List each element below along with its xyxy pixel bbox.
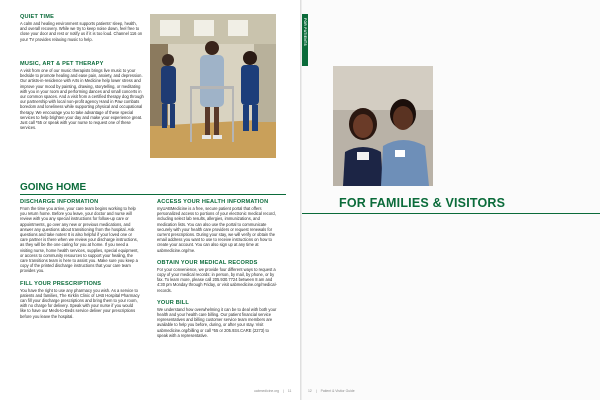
records-body: For your convenience, we provide four different ways to request a copy of your medical records: in person, by mail, by phone, or by fax. To learn more, please call 205.930.7724 between 8 am and 4:30 pm Monday through Friday, or visit uabmedicine.org/medical-records. [157,266,277,293]
music-body: A visit from one of our music therapists brings live music to your bedside to promote healing and ease pain, anxiety, and depression. Our artists-in-residence with Arts in Medicine help lower stress and improve your mood by painting, drawing, storytelling, or meditating with you in your room and performing dances and small concerts in our common spaces. And a visit from a certified therapy dog through our partnership with local non-profit agency Hand in Paw combats boredom and loneliness while supporting physical and occupational therapy. We encourage you to take advantage of these special services to help brighten your day and make your experience great. Just call *55 or speak with your nurse to request one of these services. [20,68,144,131]
right-footer-name: Patient & Visitor Guide [320,389,355,393]
quiet-time-heading: QUIET TIME [20,14,55,20]
going-home-rule [20,194,286,195]
music-section [20,61,144,130]
discharge-body: From the time you arrive, your care team begins working to help you return home. Before you leave, your doctor and nurse will review with you any special instructions for follow-up care or appointments, go over any new or previous medications, and answer any questions about transitioning from the hospital. Ask questions and take notes! It is also helpful if your loved one or care partner is there when we review your discharge instructions, as they will be the one caring for you at home. If you need a visiting nurse, home health services, supplies, special equipment, or access to community resources to support your healing, the care transitions team is here to assist you. Make sure you keep a copy of the printed discharge instructions that your care team provides you. [20,206,139,274]
health-info-heading: ACCESS YOUR HEALTH INFORMATION [157,199,269,205]
right-footer: 12 | Patient & Visitor Guide [308,389,355,393]
going-home-col2 [157,199,279,338]
left-footer: uabmedicine.org | 11 [254,389,292,393]
prescriptions-heading: FILL YOUR PRESCRIPTIONS [20,280,102,287]
music-heading: MUSIC, ART & PET THERAPY [20,61,104,67]
right-footer-page: 12 [308,389,312,393]
bill-body: We understand how overwhelming it can be to deal with both your health and your health care billing. Our patient financial service representatives and billing customer service team members are available to help you before, during, or after your stay. Visit uabmedicine.org/billing or call *55 or 205.934.CARE (2273) to speak with a representative. [157,306,277,338]
quiet-time-section [20,14,144,42]
families-visitors-title: FOR FAMILIES & VISITORS [339,196,506,210]
left-footer-site: uabmedicine.org [254,389,280,393]
health-info-body: myUABMedicine is a free, secure patient portal that offers personalized access to portions of your electronic medical record, including select lab results, allergies, immunizations, and medication lists. You can also use the portal to communicate securely with your health care providers or request renewals for current prescriptions. During your stay, we will verify or obtain the email address you want to use to receive instructions on how to create your account. You can also sign up at any time at uabmedicine.org/me. [157,206,276,253]
patient-walking-photo [150,14,276,158]
going-home-col1 [20,199,140,319]
volunteers-illustration [333,66,433,186]
going-home-title: GOING HOME [20,182,87,193]
records-heading: OBTAIN YOUR MEDICAL RECORDS [157,259,258,266]
section-tab-label: FOR PATIENTS [303,18,307,46]
volunteers-photo [333,66,433,186]
left-footer-page: 11 [287,389,292,393]
families-visitors-rule [302,213,600,214]
section-tab [302,14,308,66]
bill-heading: YOUR BILL [157,299,189,306]
hallway-illustration [150,14,276,158]
prescriptions-body: You have the right to use any pharmacy you wish. As a service to patients and families, The Kirklin Clinic of UAB Hospital Pharmacy can fill your discharge prescriptions and bring them to your room, with no charge for delivery. Speak with your nurse if you would like to have our Meds-to-Beds service deliver your prescriptions before you leave the hospital. [20,287,140,319]
quiet-time-body: A calm and healing environment supports patients' sleep, health, and overall recovery. While we try to keep noise down, feel free to close your door and rest or notify us if it is too loud. Channel 116 on your TV provides relaxing music to help. [20,21,143,42]
right-page [302,0,600,400]
discharge-heading: DISCHARGE INFORMATION [20,199,99,205]
